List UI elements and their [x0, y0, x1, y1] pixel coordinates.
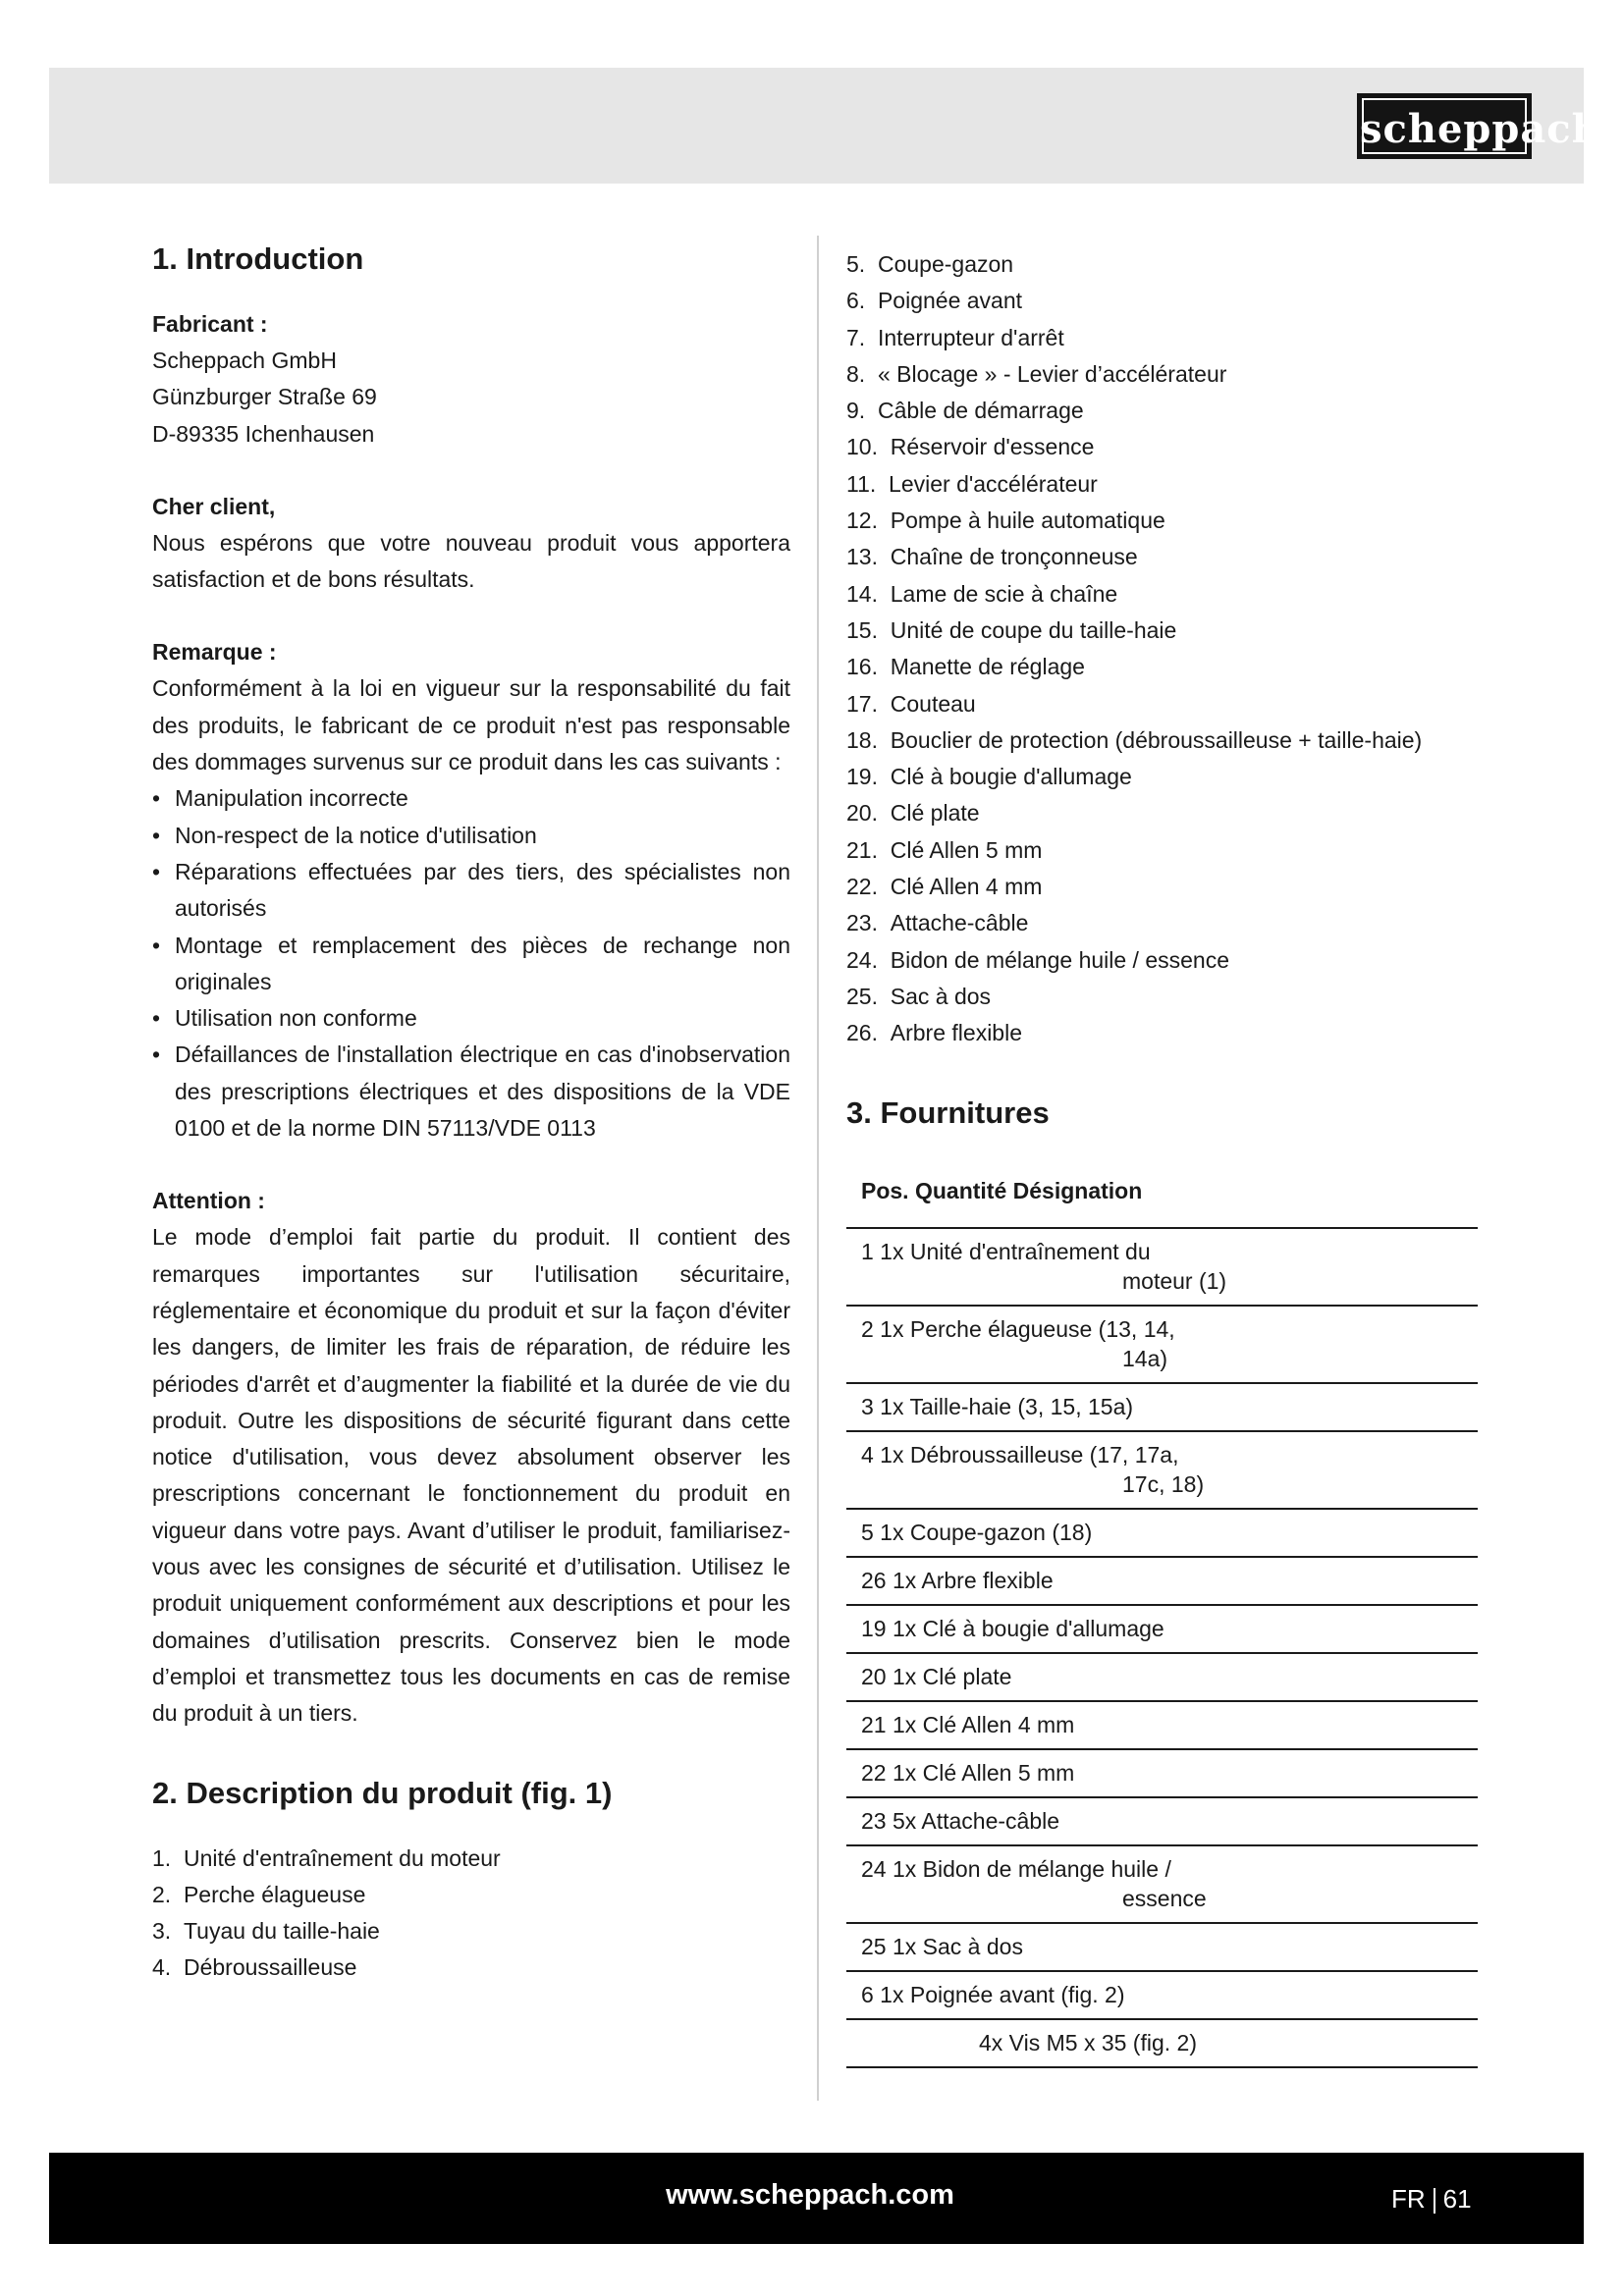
table-row: 25 1x Sac à dos — [846, 1924, 1478, 1972]
manufacturer-line: Günzburger Straße 69 — [152, 384, 377, 410]
list-item: 21. Clé Allen 5 mm — [846, 836, 1043, 863]
list-item: 2. Perche élagueuse — [152, 1881, 366, 1907]
table-row: 2 1x Perche élagueuse (13, 14, 14a) — [846, 1307, 1478, 1384]
list-item: 11. Levier d'accélérateur — [846, 470, 1098, 497]
list-item: 15. Unité de coupe du taille-haie — [846, 616, 1177, 643]
list-item: 10. Réservoir d'essence — [846, 434, 1095, 460]
left-column — [152, 240, 790, 1987]
table-row: 26 1x Arbre flexible — [846, 1558, 1478, 1606]
list-item: 18. Bouclier de protection (débroussailleuse + taille-haie) — [846, 726, 1423, 753]
list-item: 20. Clé plate — [846, 800, 980, 827]
list-item: 19. Clé à bougie d'allumage — [846, 764, 1132, 790]
table-row: 1 1x Unité d'entraînement du moteur (1) — [846, 1229, 1478, 1307]
list-item: • Manipulation incorrecte — [152, 780, 790, 817]
footer-website-link[interactable]: www.scheppach.com — [666, 2179, 954, 2211]
list-item: 8. « Blocage » - Levier d’accélérateur — [846, 360, 1227, 387]
column-divider — [817, 236, 819, 2101]
footer-page-number — [1391, 2181, 1472, 2216]
list-item: 26. Arbre flexible — [846, 1020, 1022, 1046]
description-list-part1 — [152, 1841, 790, 1987]
list-item: • Utilisation non conforme — [152, 1000, 790, 1037]
list-item: 5. Coupe-gazon — [846, 251, 1014, 277]
footer-language: FR — [1391, 2184, 1426, 2214]
list-item: 3. Tuyau du taille-haie — [152, 1918, 380, 1945]
table-row: 5 1x Coupe-gazon (18) — [846, 1510, 1478, 1558]
table-row: 19 1x Clé à bougie d'allumage — [846, 1606, 1478, 1654]
list-item: 12. Pompe à huile automatique — [846, 507, 1165, 534]
list-item: 23. Attache-câble — [846, 910, 1029, 936]
brand-logo: scheppach — [1357, 93, 1532, 159]
intro-heading: 1. Introduction — [152, 241, 364, 276]
list-item: 16. Manette de réglage — [846, 654, 1085, 680]
attention-text: Le mode d’emploi fait partie du produit. Il contient des remarques importantes sur l'utilisation sécuritaire, réglementaire et économique du produit et sur la façon d'éviter les dangers, de limiter les frais de réparation, de réduire les périodes d'arrêt et d’augmenter la fiabilité et la durée de vie du produit. Outre les dispositions de sécurité figurant dans cette notice d'utilisation, vous devez absolument observer les prescriptions concernant le fonctionnement du produit en vigueur dans votre pays. Avant d’utiliser le produit, familiarisez-vous avec les consignes de sécurité et d’utilisation. Utilisez le produit uniquement conformément aux descriptions et pour les domaines d’utilisation prescrits. Conservez bien le mode d’emploi et transmettez tous les documents en cas de remise du produit à un tiers. — [152, 1224, 790, 1727]
list-item: 9. Câble de démarrage — [846, 398, 1084, 424]
table-row: 21 1x Clé Allen 4 mm — [846, 1702, 1478, 1750]
supplies-table — [846, 1227, 1478, 2068]
footer-separator — [1434, 2188, 1435, 2214]
table-row: 24 1x Bidon de mélange huile / essence — [846, 1846, 1478, 1924]
manufacturer-line: Scheppach GmbH — [152, 347, 337, 373]
list-item: • Non-respect de la notice d'utilisation — [152, 818, 790, 854]
supplies-heading: 3. Fournitures — [846, 1095, 1050, 1130]
list-item: 4. Débroussailleuse — [152, 1954, 357, 1981]
attention-label: Attention : — [152, 1188, 265, 1214]
right-column — [846, 246, 1478, 2068]
description-list-part2 — [846, 246, 1478, 1052]
list-item: 13. Chaîne de tronçonneuse — [846, 544, 1138, 570]
list-item: 17. Couteau — [846, 690, 976, 717]
description-heading: 2. Description du produit (fig. 1) — [152, 1775, 613, 1810]
footer-page: 61 — [1442, 2184, 1472, 2214]
list-item: • Réparations effectuées par des tiers, des spécialistes non autorisés — [152, 854, 790, 928]
header-band — [49, 68, 1584, 184]
client-label: Cher client, — [152, 493, 276, 519]
list-item: 24. Bidon de mélange huile / essence — [846, 946, 1230, 973]
list-item: 25. Sac à dos — [846, 983, 992, 1009]
table-row: 6 1x Poignée avant (fig. 2) — [846, 1972, 1478, 2020]
list-item: 7. Interrupteur d'arrêt — [846, 324, 1064, 350]
table-row: 4 1x Débroussailleuse (17, 17a, 17c, 18) — [846, 1432, 1478, 1510]
table-row: 23 5x Attache-câble — [846, 1798, 1478, 1846]
table-row: 20 1x Clé plate — [846, 1654, 1478, 1702]
manufacturer-line: D-89335 Ichenhausen — [152, 420, 375, 447]
list-item: 22. Clé Allen 4 mm — [846, 874, 1043, 900]
list-item: 1. Unité d'entraînement du moteur — [152, 1844, 501, 1871]
list-item: • Défaillances de l'installation électrique en cas d'inobservation des prescriptions électriques et des dispositions de la VDE 0100 et de la norme DIN 57113/VDE 0113 — [152, 1037, 790, 1147]
remark-text: Conformément à la loi en vigueur sur la responsabilité du fait des produits, le fabricant de ce produit n'est pas responsable des dommages survenus sur ce produit dans les cas suivants : — [152, 675, 790, 775]
list-item: • Montage et remplacement des pièces de rechange non originales — [152, 928, 790, 1001]
table-row: 3 1x Taille-haie (3, 15, 15a) — [846, 1384, 1478, 1432]
list-item: 14. Lame de scie à chaîne — [846, 580, 1118, 607]
list-item: 6. Poignée avant — [846, 288, 1023, 314]
remark-label: Remarque : — [152, 639, 277, 666]
manufacturer-label: Fabricant : — [152, 311, 268, 337]
supplies-table-header: Pos. Quantité Désignation — [861, 1177, 1143, 1203]
remark-bullet-list — [152, 780, 790, 1147]
table-row: 4x Vis M5 x 35 (fig. 2) — [846, 2020, 1478, 2068]
table-row: 22 1x Clé Allen 5 mm — [846, 1750, 1478, 1798]
client-text: Nous espérons que votre nouveau produit vous apportera satisfaction et de bons résultats. — [152, 529, 790, 593]
